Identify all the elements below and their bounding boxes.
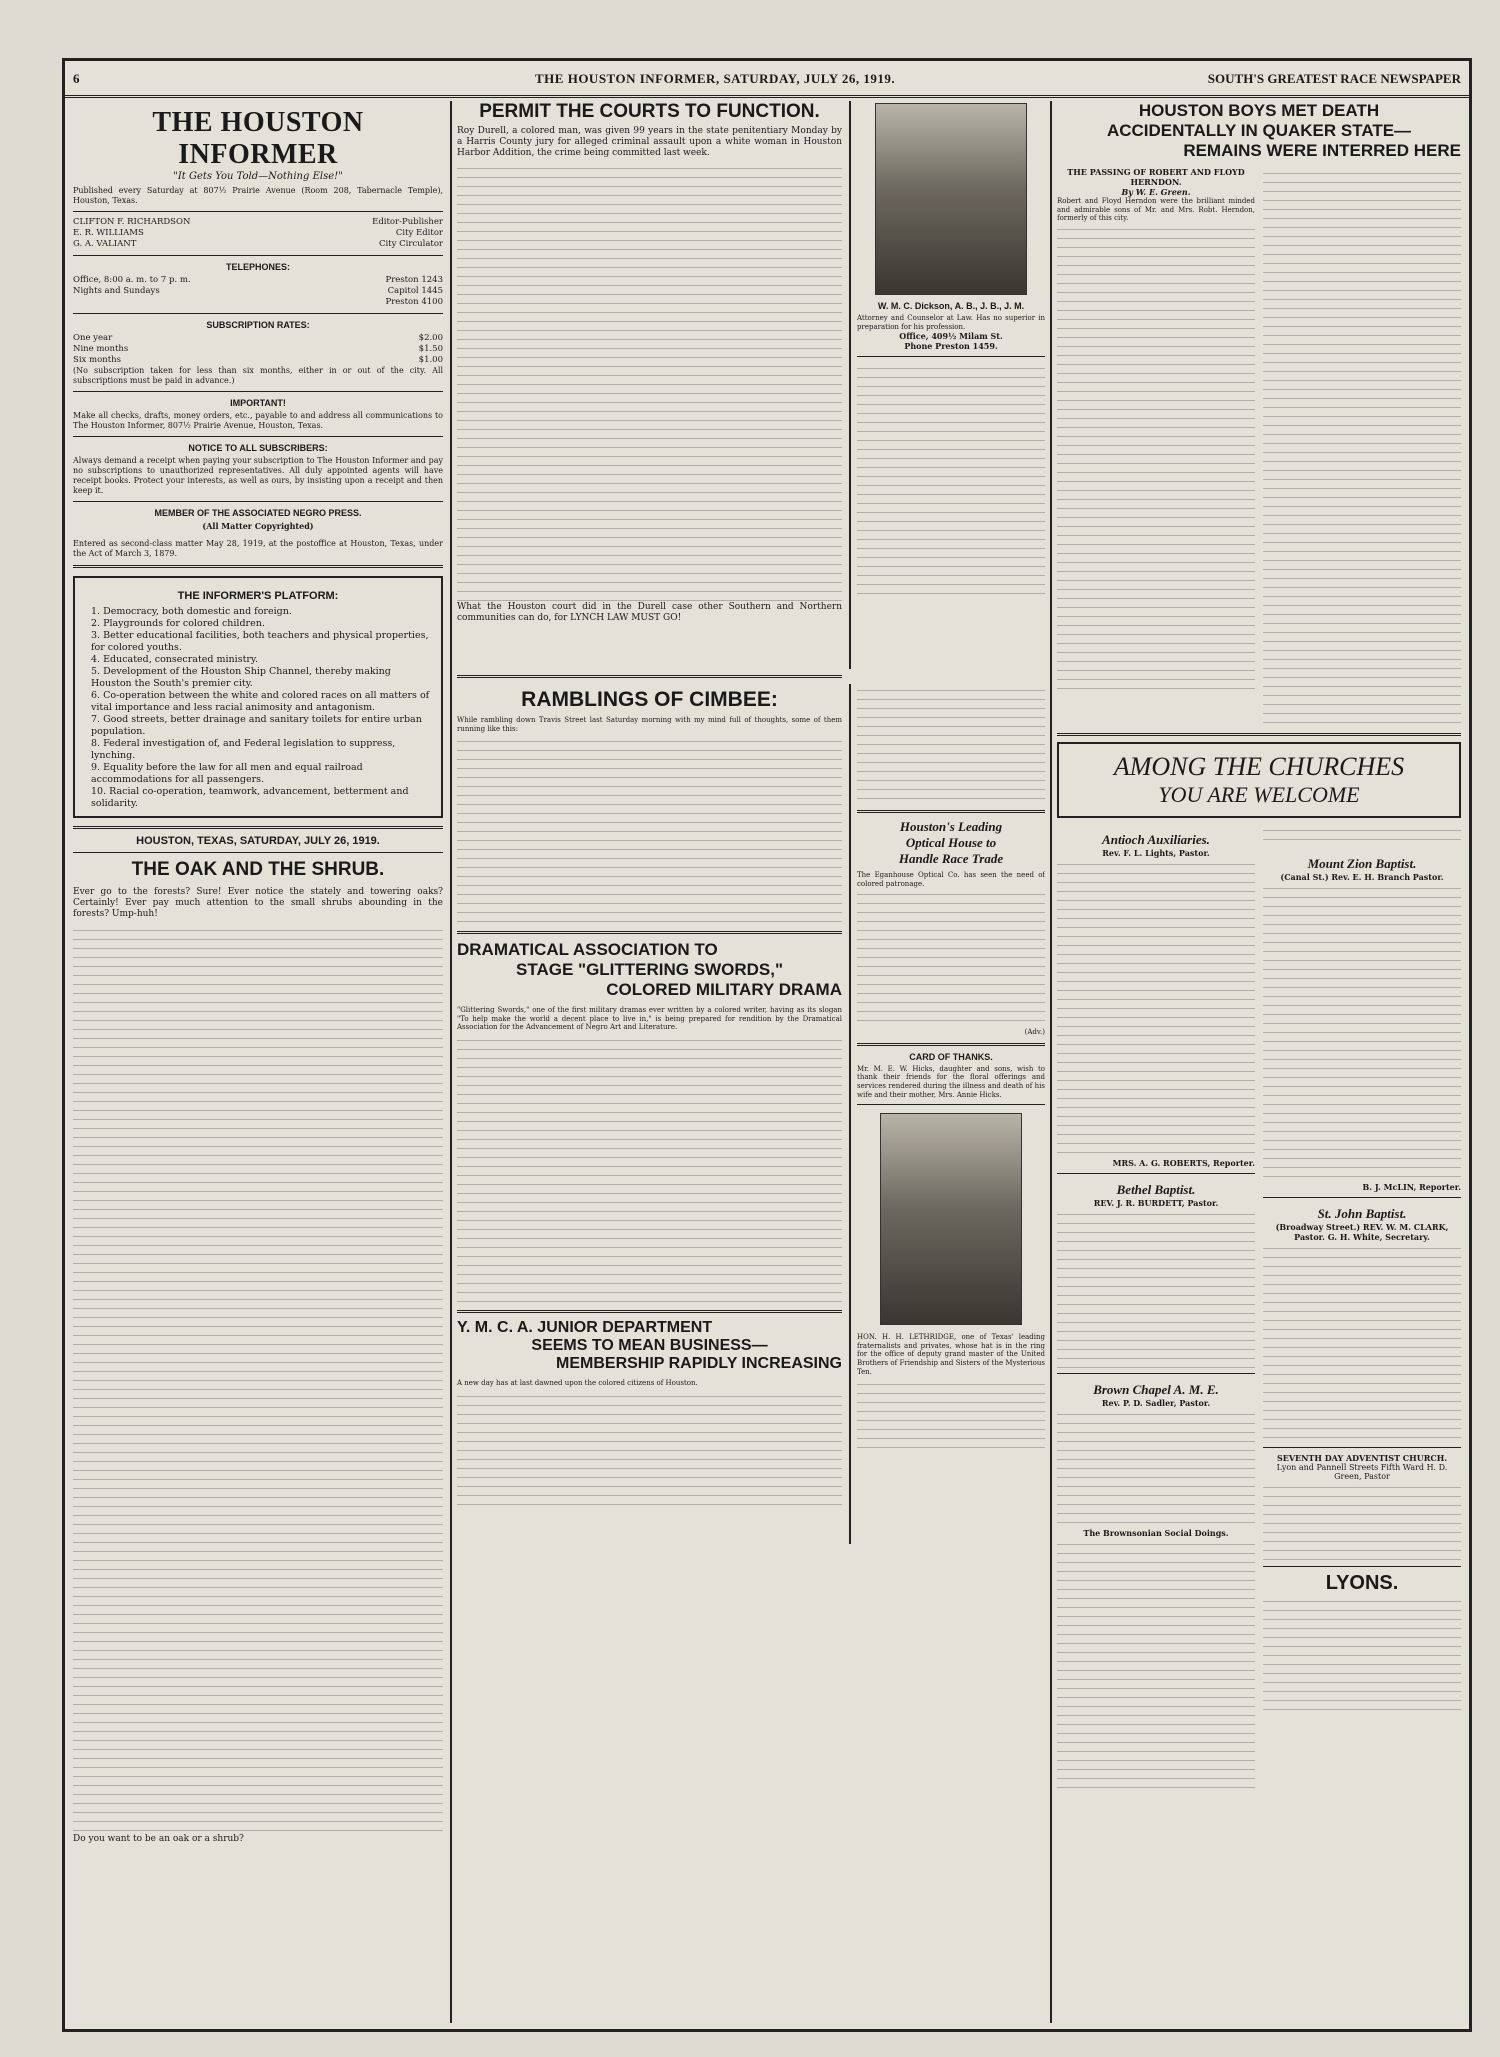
thanks-heading: CARD OF THANKS.: [909, 1051, 993, 1062]
staff-list: [73, 217, 443, 250]
staff-line: CLIFTON F. RICHARDSON Editor-Publisher: [73, 217, 443, 227]
boys-byline: By W. E. Green.: [1121, 187, 1191, 197]
church-notes: [1263, 882, 1461, 1182]
ymca-lead: A new day has at last dawned upon the colored citizens of Houston.: [457, 1378, 698, 1387]
courts-lead: Roy Durell, a colored man, was given 99 years in the state penitentiary Monday by a Harris County jury for alleged criminal assault upon a white woman in Houston Harbor Addition, the crime being committed last week.: [457, 126, 842, 158]
platform-item: 9. Equality before the law for all men and equal railroad accommodations for all passengers.: [91, 762, 363, 785]
platform-box: [73, 576, 443, 818]
church-name: SEVENTH DAY ADVENTIST CHURCH.: [1276, 1453, 1448, 1463]
dickson-portrait: [875, 103, 1027, 295]
page-header-bar: [65, 61, 1469, 98]
important-heading: IMPORTANT!: [230, 398, 286, 408]
platform-item: 6. Co-operation between the white and colored races on all matters of vital importance and less racial animosity and antagonism.: [91, 690, 430, 713]
column-right: [1057, 101, 1461, 2023]
telephones-heading: TELEPHONES:: [225, 262, 290, 272]
church-notes: [1263, 1242, 1461, 1442]
church-notes: [1057, 858, 1255, 1158]
page-dateline: THE HOUSTON INFORMER, SATURDAY, JULY 26, 1919.: [535, 71, 896, 86]
rate-line: Nine months $1.50: [73, 344, 443, 354]
church-name: Mount Zion Baptist.: [1307, 856, 1417, 871]
cimbee-section: [457, 684, 842, 1510]
ymca-headline-2: SEEMS TO MEAN BUSINESS—: [531, 1336, 768, 1354]
drama-body-text: [457, 1034, 842, 1304]
optical-section: [857, 684, 1045, 1448]
drama-headline-1: DRAMATICAL ASSOCIATION TO: [457, 940, 718, 960]
thanks-text: Mr. M. E. W. Hicks, daughter and sons, wish to thank their friends for the floral offerings and services rendered during the illness and death of his wife and their mother, Mrs. Annie Hicks.: [857, 1064, 1045, 1099]
masthead-published: Published every Saturday at 807½ Prairie Avenue (Room 208, Tabernacle Temple), Houston, Texas.: [73, 186, 443, 205]
cimbee-body-text: [457, 735, 842, 925]
ymca-body-text: [457, 1390, 842, 1510]
middle-lower: [457, 684, 1045, 1544]
oak-body-text: [73, 924, 443, 1834]
church-reporter: MRS. A. G. ROBERTS, Reporter.: [1112, 1158, 1255, 1168]
church-pastor: Lyon and Pannell Streets Fifth Ward H. D. Green, Pastor: [1276, 1463, 1448, 1481]
courts-section: [457, 101, 1045, 669]
dickson-caption: W. M. C. Dickson, A. B., J. B., J. M.: [877, 301, 1025, 311]
platform-item: 4. Educated, consecrated ministry.: [91, 654, 259, 665]
staff-line: G. A. VALIANT City Circulator: [73, 239, 443, 249]
ymca-headline-3: MEMBERSHIP RAPIDLY INCREASING: [556, 1354, 842, 1372]
lyons-heading: LYONS.: [1325, 1572, 1399, 1594]
boys-body: [1057, 167, 1461, 727]
boys-body-text-right: [1263, 167, 1461, 727]
social-notes: [1057, 1538, 1255, 1788]
optical-adv: (Adv.): [1024, 1028, 1045, 1037]
optical-lead: The Eganhouse Optical Co. has seen the need of colored patronage.: [857, 871, 1045, 888]
church-pastor: REV. J. R. BURDETT, Pastor.: [1093, 1198, 1219, 1208]
church-pastor: Rev. F. L. Lights, Pastor.: [1102, 848, 1210, 858]
platform-item: 10. Racial co-operation, teamwork, advancement, betterment and solidarity.: [91, 786, 409, 809]
page-number: 6: [73, 71, 80, 86]
staff-line: E. R. WILLIAMS City Editor: [73, 228, 443, 238]
optical-headline-3: Handle Race Trade: [898, 851, 1004, 866]
platform-item: 2. Playgrounds for colored children.: [91, 618, 265, 629]
optical-body-text: [857, 888, 1045, 1028]
courts-headline: PERMIT THE COURTS TO FUNCTION.: [479, 101, 820, 122]
platform-item: 7. Good streets, better drainage and sanitary toilets for entire urban population.: [91, 714, 422, 737]
church-name: St. John Baptist.: [1317, 1206, 1407, 1221]
dickson-text: Attorney and Counselor at Law. Has no superior in preparation for his profession.: [857, 314, 1045, 331]
platform-title: THE INFORMER'S PLATFORM:: [177, 590, 339, 602]
churches-columns: [1057, 824, 1461, 1788]
churches-title: AMONG THE CHURCHES: [1113, 752, 1405, 781]
optical-headline-1: Houston's Leading: [899, 819, 1003, 834]
rates-note: (No subscription taken for less than six months, either in or out of the city. All subscriptions must be paid in advance.): [73, 366, 443, 385]
dickson-ad: [857, 101, 1045, 602]
church-notes: [1057, 1208, 1255, 1368]
platform-list: [85, 606, 431, 810]
boys-body-text-left: [1057, 223, 1255, 693]
cimbee-lead: While rambling down Travis Street last Saturday morning with my mind full of thoughts, some of them running like this:: [457, 716, 842, 733]
column-middle: [457, 101, 1045, 2023]
church-notes: [1263, 1481, 1461, 1561]
church-name: Brown Chapel A. M. E.: [1093, 1382, 1219, 1397]
dickson-office: Office, 409½ Milam St.: [899, 331, 1003, 342]
boys-headline-1: HOUSTON BOYS MET DEATH: [1138, 101, 1380, 120]
church-pastor: (Canal St.) Rev. E. H. Branch Pastor.: [1280, 872, 1444, 882]
telephone-line: Preston 4100: [385, 297, 443, 307]
drama-headline-2: STAGE "GLITTERING SWORDS,": [515, 960, 784, 980]
churches-subtitle: YOU ARE WELCOME: [1158, 782, 1360, 807]
platform-item: 3. Better educational facilities, both teachers and physical properties, for colored youths.: [91, 630, 429, 653]
ymca-headline-1: Y. M. C. A. JUNIOR DEPARTMENT: [457, 1318, 713, 1336]
platform-item: 8. Federal investigation of, and Federal legislation to suppress, lynching.: [91, 738, 396, 761]
issue-dateline: HOUSTON, TEXAS, SATURDAY, JULY 26, 1919.: [136, 835, 380, 847]
oak-headline: THE OAK AND THE SHRUB.: [131, 859, 385, 880]
page-slogan: SOUTH'S GREATEST RACE NEWSPAPER: [1207, 71, 1461, 86]
churches-banner: [1057, 742, 1461, 818]
member-line: MEMBER OF THE ASSOCIATED NEGRO PRESS.: [154, 508, 362, 518]
churches-left: [1057, 824, 1255, 1788]
boys-lead: Robert and Floyd Herndon were the brilliant minded and admirable sons of Mr. and Mrs. Robt. Herndon, formerly of this city.: [1057, 197, 1255, 223]
newspaper-page: [62, 58, 1472, 2032]
church-pastor: (Broadway Street.) REV. W. M. CLARK, Pastor. G. H. White, Secretary.: [1275, 1222, 1449, 1242]
rates-heading: SUBSCRIPTION RATES:: [206, 320, 310, 330]
telephone-line: Office, 8:00 a. m. to 7 p. m. Preston 1243: [73, 275, 443, 285]
courts-closing: What the Houston court did in the Durell case other Southern and Northern communities can do, for LYNCH LAW MUST GO!: [457, 602, 842, 623]
dickson-continued-text: [857, 684, 1045, 804]
drama-lead: "Glittering Swords," one of the first military dramas ever written by a colored writer, having as its slogan "To help make the world a decent place to live in," is being prepared for rendition by the Dramatical Association for the Advancement of Negro Art and Literature.: [457, 1006, 842, 1032]
copyright-line: (All Matter Copyrighted): [202, 521, 314, 531]
boys-subhead: THE PASSING OF ROBERT AND FLOYD HERNDON.: [1067, 167, 1245, 187]
church-pastor: Rev. P. D. Sadler, Pastor.: [1101, 1398, 1211, 1408]
important-text: Make all checks, drafts, money orders, etc., payable to and address all communications to The Houston Informer, 807½ Prairie Avenue, Houston, Texas.: [73, 411, 443, 430]
notice-heading: NOTICE TO ALL SUBSCRIBERS:: [188, 443, 328, 453]
masthead-motto: "It Gets You Told—Nothing Else!": [173, 171, 343, 182]
church-notes: [1263, 824, 1461, 848]
lethridge-portrait: [880, 1113, 1022, 1325]
rate-line: Six months $1.00: [73, 355, 443, 365]
oak-closing: Do you want to be an oak or a shrub?: [73, 1834, 244, 1844]
dickson-column-text: [857, 362, 1045, 602]
column-masthead: [73, 101, 443, 2023]
optical-headline-2: Optical House to: [905, 835, 997, 850]
churches-right: [1263, 824, 1461, 1788]
platform-item: 5. Development of the Houston Ship Channel, thereby making Houston the South's premier city.: [91, 666, 391, 689]
platform-item: 1. Democracy, both domestic and foreign.: [91, 606, 292, 617]
telephone-line: Nights and Sundays Capitol 1445: [73, 286, 443, 296]
cimbee-headline: RAMBLINGS OF CIMBEE:: [521, 688, 778, 711]
lyons-notes: [1263, 1595, 1461, 1715]
oak-lead: Ever go to the forests? Sure! Ever notice the stately and towering oaks? Certainly! Ever pay much attention to the small shrubs abounding in the forests? Ump-huh!: [73, 887, 443, 919]
masthead-title: THE HOUSTON INFORMER: [152, 107, 364, 170]
boys-headline-2: ACCIDENTALLY IN QUAKER STATE—: [1106, 121, 1412, 140]
drama-headline-3: COLORED MILITARY DRAMA: [606, 980, 842, 1000]
lethridge-caption: HON. H. H. LETHRIDGE, one of Texas' leading fraternalists and privates, whose hat is in the ring for the office of deputy grand master of the United Brothers of Friendship and Sisters of the Mysterious Ten.: [857, 1333, 1045, 1376]
church-name: Antioch Auxiliaries.: [1102, 832, 1210, 847]
rate-line: One year $2.00: [73, 333, 443, 343]
church-reporter: B. J. McLIN, Reporter.: [1362, 1182, 1461, 1192]
dickson-phone: Phone Preston 1459.: [904, 341, 998, 352]
notice-text: Always demand a receipt when paying your subscription to The Houston Informer and pay no subscriptions to unauthorized representatives. All duly appointed agents will have receipt books. Protect your interests, as well as ours, by insisting upon a receipt and then keep it.: [73, 456, 443, 495]
church-name: Bethel Baptist.: [1116, 1182, 1196, 1197]
courts-body-text: [457, 162, 842, 602]
boys-headline-3: REMAINS WERE INTERRED HERE: [1183, 141, 1461, 160]
lethridge-body-text: [857, 1378, 1045, 1448]
entered-notice: Entered as second-class matter May 28, 1919, at the postoffice at Houston, Texas, under the Act of March 3, 1879.: [73, 539, 443, 558]
social-heading: The Brownsonian Social Doings.: [1083, 1528, 1229, 1538]
church-notes: [1057, 1408, 1255, 1528]
